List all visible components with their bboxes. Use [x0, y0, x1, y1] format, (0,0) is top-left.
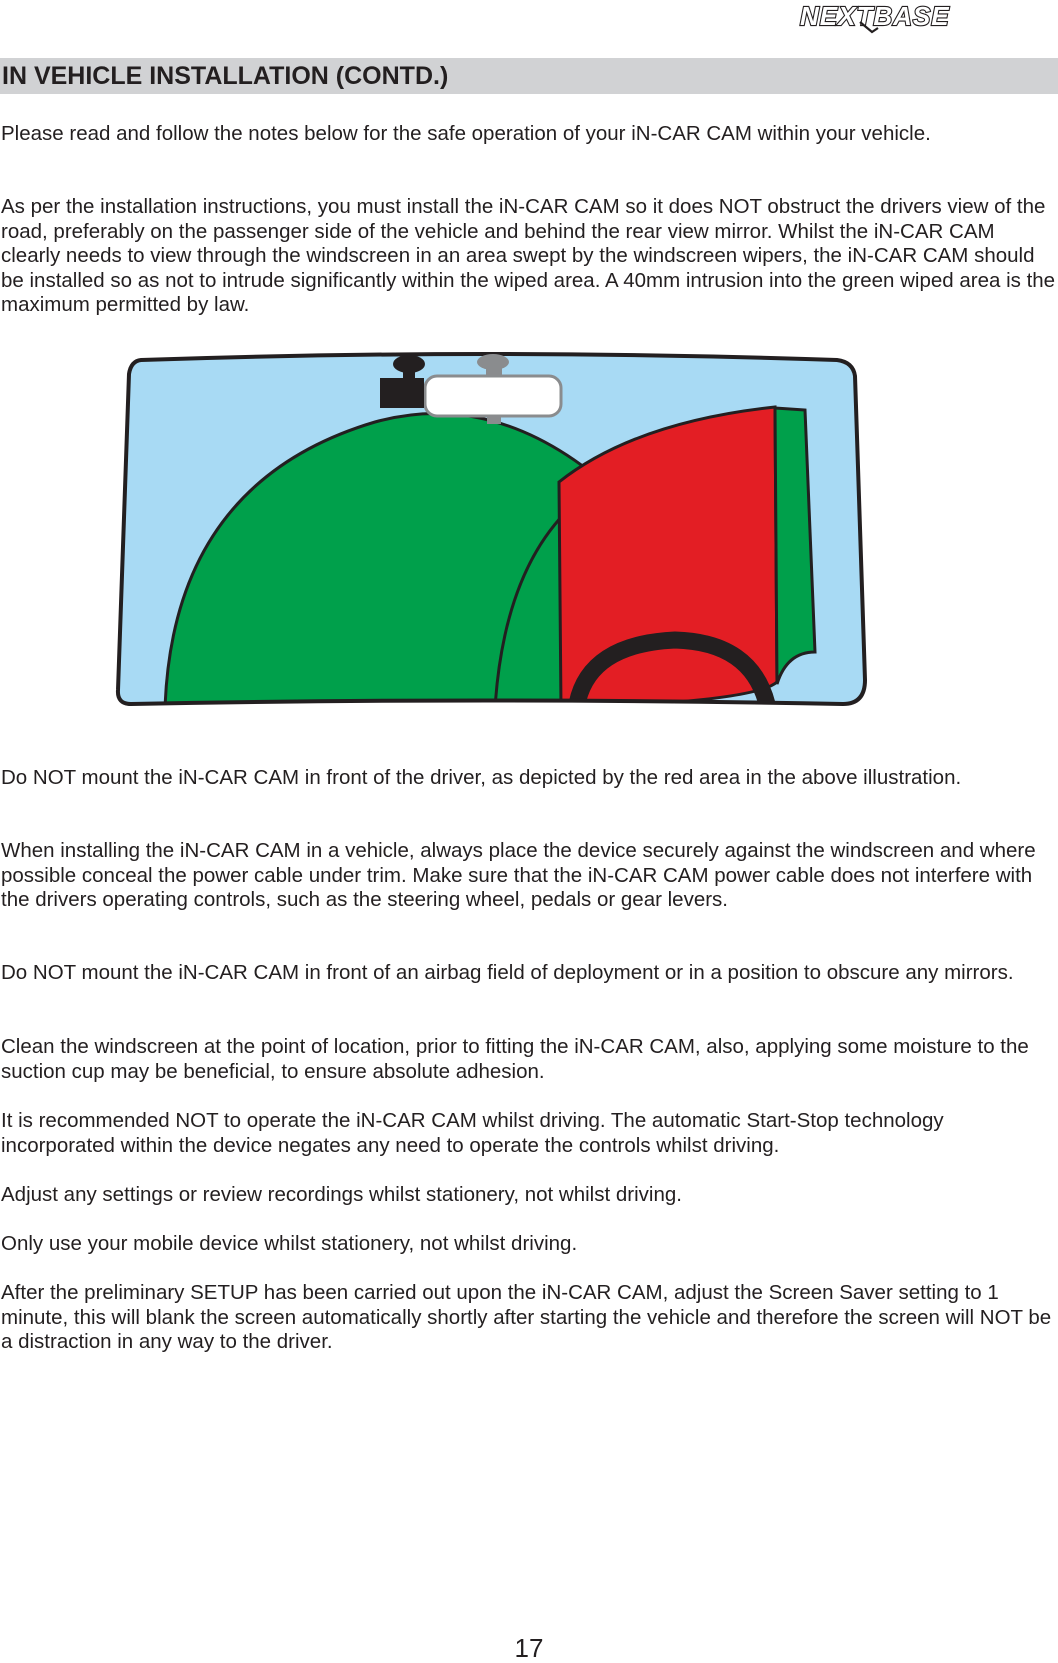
note-paragraph: After the preliminary SETUP has been carried out upon the iN-CAR CAM, adjust the Screen Saver setting to 1 minute, this will blank the screen automatically shortly after starting the vehicle and therefore the screen will NOT be a distraction in any way to the driver. [1, 1281, 1052, 1353]
page-number: 17 [514, 1633, 544, 1663]
note-paragraph: Only use your mobile device whilst stationery, not whilst driving. [1, 1232, 578, 1255]
note-paragraph: Do NOT mount the iN-CAR CAM in front of the driver, as depicted by the red area in the above illustration. [1, 766, 962, 789]
nextbase-logo-text: NEXTBASE [800, 1, 950, 31]
section-header-bar [0, 58, 1058, 94]
note-paragraph: Adjust any settings or review recordings whilst stationery, not whilst driving. [1, 1183, 682, 1206]
rear-view-mirror [425, 376, 561, 416]
section-title: IN VEHICLE INSTALLATION (CONTD.) [2, 62, 449, 90]
windscreen-illustration [115, 352, 925, 714]
note-paragraph: When installing the iN-CAR CAM in a vehicle, always place the device securely against the windscreen and where possible conceal the power cable under trim. Make sure that the iN-CAR CAM power cable does not interfere with the drivers operating controls, such as the steering wheel, pedals or gear levers. [1, 839, 1036, 911]
note-paragraph: Clean the windscreen at the point of location, prior to fitting the iN-CAR CAM, also, applying some moisture to the suction cup may be beneficial, to ensure absolute adhesion. [1, 1035, 1029, 1083]
note-paragraph: It is recommended NOT to operate the iN-CAR CAM whilst driving. The automatic Start-Stop technology incorporated within the device negates any need to operate the controls whilst driving. [1, 1109, 944, 1157]
intro-paragraph: As per the installation instructions, you must install the iN-CAR CAM so it does NOT obstruct the drivers view of the road, preferably on the passenger side of the vehicle and behind the rear view mirror. Whilst the iN-CAR CAM clearly needs to view through the windscreen in an area swept by the windscreen wipers, the iN-CAR CAM should be installed so as not to intrude significantly within the wiped area. A 40mm intrusion into the green wiped area is the maximum permitted by law. [1, 195, 1056, 316]
intro-paragraph: Please read and follow the notes below for the safe operation of your iN-CAR CAM within your vehicle. [1, 122, 931, 145]
note-paragraph: Do NOT mount the iN-CAR CAM in front of an airbag field of deployment or in a position to obscure any mirrors. [1, 961, 1014, 984]
nextbase-logo [798, 0, 998, 34]
